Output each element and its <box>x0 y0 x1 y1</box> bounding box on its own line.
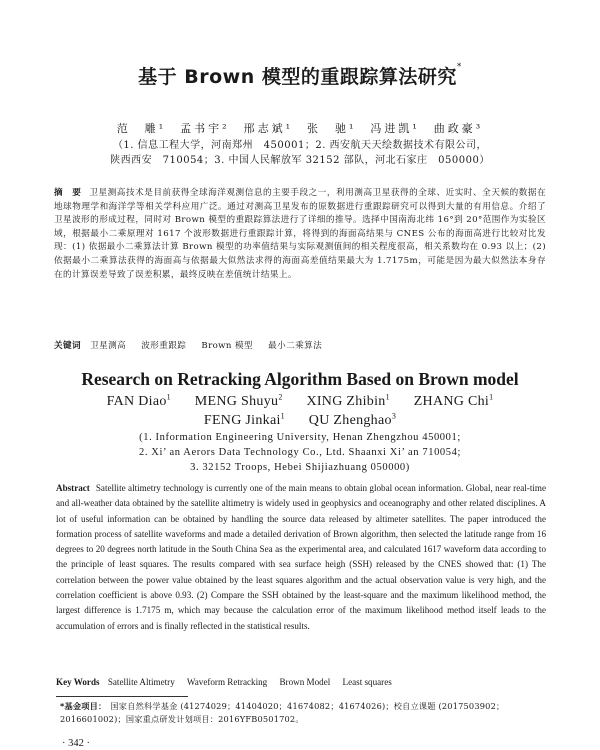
page-number: · 342 · <box>62 738 90 749</box>
english-affiliation-line-2: 2. Xi’ an Aerors Data Technology Co., Ltd. Shaanxi Xi’ an 710054; <box>138 447 461 458</box>
english-keywords <box>56 677 546 687</box>
english-author <box>204 413 285 428</box>
english-abstract-label: Abstract <box>56 483 90 493</box>
chinese-title-text: 基于 Brown 模型的重跟踪算法研究 <box>138 66 457 88</box>
english-abstract <box>56 481 546 634</box>
chinese-keywords-label: 关键词 <box>54 341 81 351</box>
english-keyword: Least squares <box>342 677 392 687</box>
english-affiliation-line-3: 3. 32152 Troops, Hebei Shijiazhuang 050000) <box>190 462 410 473</box>
english-keyword: Brown Model <box>279 677 331 687</box>
english-keyword: Waveform Retracking <box>186 677 268 687</box>
funding-footnote-label: *基金项目： <box>60 701 107 711</box>
author-name: XING Zhibin <box>306 393 386 409</box>
author-affiliation-index: 1 <box>166 392 171 401</box>
author-name: MENG Shuyu <box>194 393 279 409</box>
english-author <box>195 394 283 409</box>
english-affiliation-line-1: (1. Information Engineering University, Henan Zhengzhou 450001; <box>139 432 461 443</box>
author-affiliation-index: 3 <box>391 411 397 420</box>
author-affiliation-index: 1 <box>385 392 390 401</box>
english-title: Research on Retracking Algorithm Based on Brown model <box>81 369 519 389</box>
english-author <box>414 394 494 409</box>
chinese-affiliation-line-1: （1. 信息工程大学，河南郑州 450001；2. 西安航天天绘数据技术有限公司， <box>112 140 488 151</box>
chinese-affiliation-line-2: 陕西西安 710054；3. 中国人民解放军 32152 部队，河北石家庄 050000） <box>110 155 490 166</box>
author-name: ZHANG Chi <box>413 393 490 409</box>
chinese-abstract-label: 摘 要 <box>54 188 82 198</box>
title-footnote-mark: * <box>456 62 462 72</box>
author-name: FAN Diao <box>106 393 167 409</box>
english-keywords-label: Key Words <box>56 677 100 687</box>
chinese-title <box>0 62 600 89</box>
author-affiliation-index: 2 <box>278 392 283 401</box>
author-name: FENG Jinkai <box>203 412 281 428</box>
chinese-keyword: 卫星测高 <box>90 341 127 351</box>
chinese-abstract-text: 卫星测高技术是目前获得全球海洋观测信息的主要手段之一，利用测高卫星获得的全球、近实时、全天候的数据在地球物理学和海洋学等相关学科应用广泛。通过对测高卫星发布的原数据进行重跟踪研究可以得到大量的有用信息。介绍了卫星波形的形成过程，同时对 Brown 模型的重跟踪算法进行了详细的推导。选择中国南海北纬 16°到 20°范围作为实验区域，根据最小二乘原理对 1617 个波形数据进行重跟踪计算，将得到的海面高结果与 CNES 公布的海面高进行比较对比发现：(1) 依据最小二乘算法计算 Brown 模型的功率值结果与实际观测值间的相关程度很高，相关系数均在 0.93 以上；(2) 依据最小二乘算法获得的海面高与依据最大似然法求得的海面高差值结果最大为 1.7175m，可能是因为最大似然法本身存在的计算误差导致了误差积累，最终反映在差值统计结果上。 <box>54 188 546 280</box>
english-author <box>107 394 171 409</box>
funding-footnote <box>60 700 546 725</box>
author-affiliation-index: 1 <box>280 411 285 420</box>
chinese-keyword: 最小二乘算法 <box>268 341 323 351</box>
chinese-keywords <box>54 339 546 351</box>
author-name: QU Zhenghao <box>308 412 392 428</box>
english-abstract-text: Satellite altimetry technology is currently one of the main means to obtain global ocean information. Global, near real-time and all-weather data obtained by the satellite altimetry is widely used in geophysics and oceanography and other related disciplines. A lot of useful information can be obtained by handling the source data released by altimeter satellites. The paper introduced the formation process of satellite waveforms and made a detailed derivation of Brown algorithm, then selected the latitude range from 16 degrees to 20 degrees north latitude in the South China Sea as the experimental area, and calculated 1617 waveform data according to the principle of least squares. The results compared with sea surface heigh (SSH) released by the CNES showed that: (1) The correlation between the power value obtained by the least squares algorithm and the actual observation value is very high, and the correlation coefficient is above 0.93. (2) Compare the SSH obtained by the least-square and the maximum likelihood method, the largest difference is 1.7175 m, which may because the calculation error of the maximum likelihood method itself leads to the accumulation of errors and is finally reflected in the statistical results. <box>56 483 546 631</box>
english-authors-line-1 <box>0 392 600 410</box>
chinese-keyword: 波形重跟踪 <box>141 341 187 351</box>
author-affiliation-index: 1 <box>489 392 494 401</box>
english-authors-line-2 <box>0 411 600 429</box>
funding-footnote-text: 国家自然科学基金 (41274029；41404020；41674082；41674026)；校自立课题 (2017503902；2016601002)；国家重点研发计划项目：2016YFB0501702。 <box>60 701 505 724</box>
english-keyword: Satellite Altimetry <box>107 677 175 687</box>
chinese-authors: 范 雕¹ 孟书宇² 邢志斌¹ 张 驰¹ 冯进凯¹ 曲政豪³ <box>116 122 484 135</box>
footnote-divider <box>56 696 188 697</box>
english-author <box>309 413 396 428</box>
chinese-abstract <box>54 187 546 282</box>
chinese-keyword: Brown 模型 <box>201 341 253 351</box>
english-author <box>306 394 389 409</box>
